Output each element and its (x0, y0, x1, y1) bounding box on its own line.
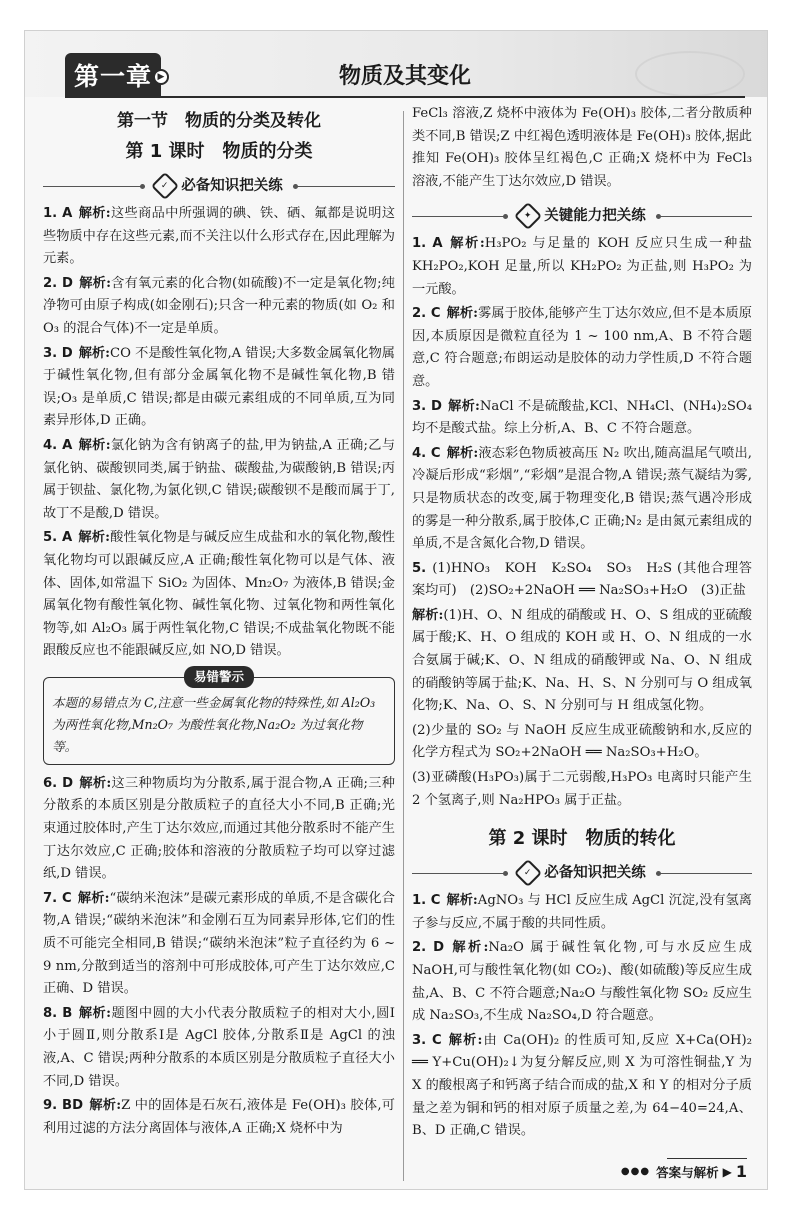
answer-item: 3. D 解析:NaCl 不是硫酸盐,KCl、NH₄Cl、(NH₄)₂SO₄ 均不是酸式盐。综上分析,A、B、C 不符合题意。 (412, 398, 752, 437)
chapter-header (25, 31, 768, 97)
header-divider (65, 96, 745, 98)
footer-label: 答案与解析 (656, 1164, 719, 1180)
error-warning-box (43, 668, 395, 765)
answer-explanation: (2)少量的 SO₂ 与 NaOH 反应生成亚硫酸钠和水,反应的化学方程式为 SO₂+2NaOH ══ Na₂SO₃+H₂O。 (412, 722, 752, 761)
banner-label: 必备知识把关练 (544, 864, 646, 881)
banner-label: 关键能力把关练 (544, 208, 646, 225)
page-number: 1 (735, 1162, 747, 1181)
decorative-swirl-icon (635, 51, 745, 97)
section-banner (412, 858, 752, 888)
answer-item: 2. D 解析:含有氧元素的化合物(如硫酸)不一定是氧化物;纯净物可由原子构成(如金刚石);只含一种元素的物质(如 O₂ 和 O₃ 的混合气体)不一定是单质。 (43, 275, 395, 336)
answer-item: 8. B 解析:题图中圆的大小代表分散质粒子的相对大小,圆Ⅰ小于圆Ⅱ,则分散系Ⅰ是 AgCl 胶体,分散系Ⅱ是 AgCl 的浊液,A、C 错误;两种分散系的本质区别是分散质粒子直径大小不同,D 错误。 (43, 1005, 395, 1089)
answer-item: 9. BD 解析:Z 中的固体是石灰石,液体是 Fe(OH)₃ 胶体,可利用过滤的方法分离固体与液体,A 正确;X 烧杯中为 (43, 1098, 395, 1136)
answer-item: 5. A 解析:酸性氧化物是与碱反应生成盐和水的氧化物,酸性氧化物均可以跟碱反应,A 正确;酸性氧化物可以是气体、液体、固体,如常温下 SiO₂ 为固体、Mn₂O₇ 为液体,B 错误;金属氧化物有酸性氧化物、碱性氧化物、过氧化物和两性氧化物等,如 Al₂O₃ 属于两性氧化物,C 错误;不成盐氧化物既不能跟酸反应也不能跟碱反应,如 NO,D 错误。 (43, 530, 395, 659)
page-footer (621, 1162, 747, 1181)
play-arrow-icon: ▶ (153, 69, 169, 85)
answer-page (24, 30, 768, 1190)
dots-icon: ●●● (620, 1166, 651, 1177)
answer-item: 1. A 解析:这些商品中所强调的碘、铁、硒、氟都是说明这些物质中存在这些元素,而不关注以什么形式存在,因此理解为元素。 (43, 206, 396, 267)
eagle-badge-icon: ✦ (514, 202, 542, 230)
answer-item: 1. C 解析:AgNO₃ 与 HCl 反应生成 AgCl 沉淀,没有氢离子参与反应,不属于酸的共同性质。 (412, 893, 752, 931)
answer-item: 6. D 解析:这三种物质均为分散系,属于混合物,A 正确;三种分散系的本质区别是分散质粒子的直径大小不同,B 正确;光束通过胶体时,产生丁达尔效应,而通过其他分散系时不能产生丁达尔效应,C 正确;胶体和溶液的分散质粒子均可以穿过滤纸,D 错误。 (43, 775, 395, 882)
note-title: 易错警示 (184, 666, 254, 688)
answer-explanation: (3)亚磷酸(H₃PO₃)属于二元弱酸,H₃PO₃ 电离时只能产生 2 个氢离子,则 Na₂HPO₃ 属于正盐。 (412, 770, 752, 808)
answer-item: 5. (1)HNO₃ KOH K₂SO₄ SO₃ H₂S (其他合理答案均可) (2)SO₂+2NaOH ══ Na₂SO₃+H₂O (3)正盐 (412, 560, 752, 599)
banner-label: 必备知识把关练 (181, 177, 283, 194)
answer-item: 3. D 解析:CO 不是酸性氧化物,A 错误;大多数金属氧化物属于碱性氧化物,但有部分金属氧化物不是碱性氧化物,B 错误;O₃ 是单质,C 错误;都是由碳元素组成的不同单质,互为同素异形体,D 正确。 (43, 345, 395, 429)
section-banner (412, 201, 752, 231)
note-text: 本题的易错点为 C,注意一些金属氧化物的特殊性,如 Al₂O₃ 为两性氧化物,Mn₂O₇ 为酸性氧化物,Na₂O₂ 为过氧化物等。 (52, 694, 376, 754)
chapter-tag: 第一章 (65, 53, 161, 97)
check-badge-icon: ✓ (151, 172, 179, 200)
section-title: 第一节 物质的分类及转化 (117, 111, 321, 131)
footer-rule (667, 1158, 747, 1159)
check-badge-icon: ✓ (514, 859, 542, 887)
answer-item: 4. C 解析:液态彩色物质被高压 N₂ 吹出,随高温尾气喷出,冷凝后形成“彩烟”,“彩烟”是混合物,A 错误;蒸气凝结为雾,只是物质状态的改变,属于物理变化,B 错误;蒸气遇冷形成的雾是一种分散系,属于胶体,C 正确;N₂ 是由氮元素组成的单质,不是含氮化合物,D 错误。 (412, 445, 753, 552)
right-column (412, 101, 752, 1143)
lesson-title: 第 1 课时 物质的分类 (125, 141, 313, 162)
lesson-title: 第 2 课时 物质的转化 (488, 828, 676, 850)
answer-item: 2. C 解析:雾属于胶体,能够产生丁达尔效应,但不是本质原因,本质原因是微粒直径为 1 ~ 100 nm,A、B 不符合题意,C 符合题意;布朗运动是胶体的动力学性质,D 不符合题意。 (412, 306, 752, 389)
answer-explanation: 解析:(1)H、O、N 组成的硝酸或 H、O、S 组成的亚硫酸属于酸;K、H、O 组成的 KOH 或 H、O、N 组成的一水合氨属于碱;K、O、N 组成的硝酸钾或 Na、O、N 组成的硝酸钠等属于盐;K、Na、H、S、N 分别可与 O 组成氧化物;K、Na、O、S、N 分别可与 H 组成氢化物。 (412, 607, 752, 714)
column-divider (403, 111, 404, 1181)
answer-item: 1. A 解析:H₃PO₂ 与足量的 KOH 反应只生成一种盐 KH₂PO₂,KOH 足量,所以 KH₂PO₂ 为正盐,则 H₃PO₂ 为一元酸。 (412, 236, 752, 297)
section-banner (43, 171, 395, 201)
answer-item: 2. D 解析:Na₂O 属于碱性氧化物,可与水反应生成 NaOH,可与酸性氧化物(如 CO₂)、酸(如硫酸)等反应生成盐,A、B、C 不符合题意;Na₂O 与酸性氧化物 SO₂ 反应生成 Na₂SO₃,不生成 Na₂SO₄,D 符合题意。 (412, 940, 752, 1024)
triangle-right-icon: ▶ (722, 1164, 732, 1179)
chapter-title: 物质及其变化 (338, 64, 471, 89)
left-column (43, 107, 395, 1140)
answer-continuation: FeCl₃ 溶液,Z 烧杯中液体为 Fe(OH)₃ 胶体,二者分散质种类不同,B 错误;Z 中红褐色透明液体是 Fe(OH)₃ 胶体,据此推知 Fe(OH)₃ 胶体呈红褐色,C 正确;X 烧杯中为 FeCl₃ 溶液,不能产生丁达尔效应,D 错误。 (412, 106, 752, 189)
answer-item: 3. C 解析:由 Ca(OH)₂ 的性质可知,反应 X+Ca(OH)₂ ══ Y+Cu(OH)₂↓为复分解反应,则 X 为可溶性铜盐,Y 为 X 的酸根离子和钙离子结合而成的盐,X 和 Y 的相对分子质量之差为铜和钙的相对原子质量之差,为 64−40=24,A、B、D 正确,C 错误。 (412, 1032, 752, 1139)
answer-item: 4. A 解析:氯化钠为含有钠离子的盐,甲为钠盐,A 正确;乙与氯化钠、碳酸钡同类,属于钠盐、碳酸盐,为碳酸钠,B 错误;丙属于钡盐、氯化物,为氯化钡,C 错误;碳酸钡不是酸而属于丁,故丁不是酸,D 错误。 (43, 437, 396, 521)
answer-item: 7. C 解析:“碳纳米泡沫”是碳元素形成的单质,不是含碳化合物,A 错误;“碳纳米泡沫”和金刚石互为同素异形体,它们的性质不可能完全相同,B 错误;“碳纳米泡沫”粒子直径约为 6 ~ 9 nm,分散到适当的溶剂中可形成胶体,可产生丁达尔效应,C 正确、D 错误。 (43, 890, 395, 997)
